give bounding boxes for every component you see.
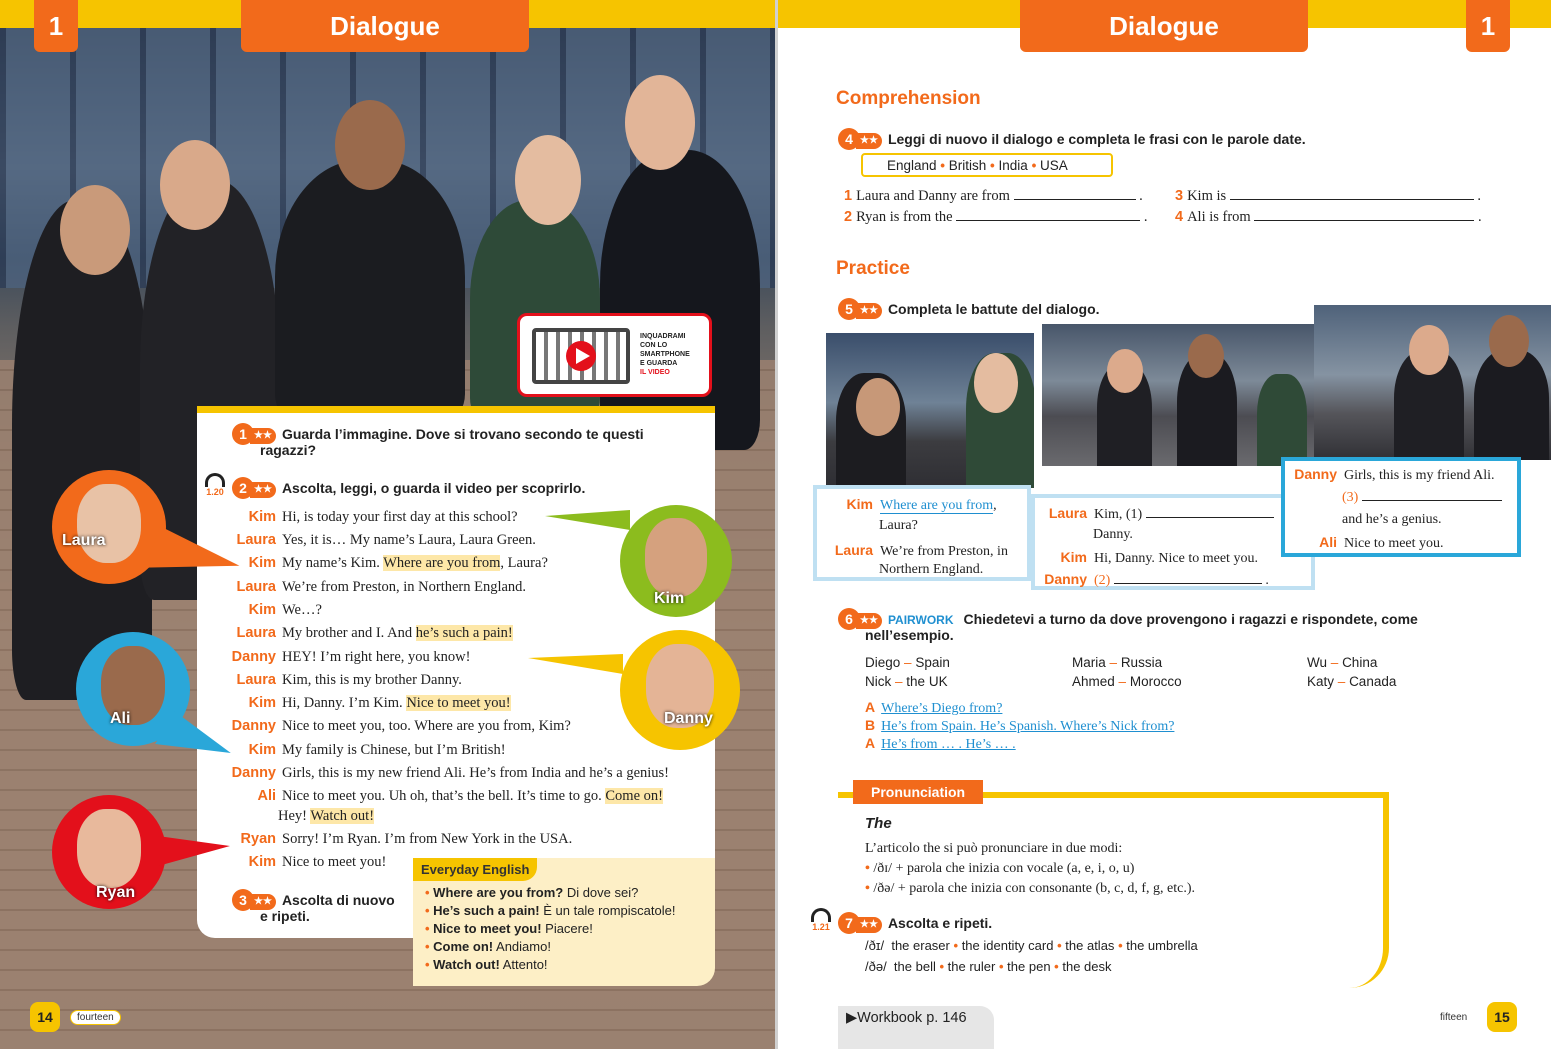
exercise-number: 5 (838, 298, 860, 320)
audio-track: 1.20 (206, 487, 224, 497)
dialogue-line: Ryan Sorry! I’m Ryan. I’m from New York in the USA. (198, 830, 572, 848)
bubble-laura-name: Laura (62, 532, 106, 549)
blank-field-1[interactable] (1146, 506, 1274, 518)
video-badge[interactable] (517, 313, 712, 397)
video-badge-line: E GUARDA (640, 360, 678, 367)
head-kim (60, 185, 130, 275)
dialogue-line: Laura Kim, this is my brother Danny. (198, 671, 462, 689)
sentence: 1 Laura and Danny are from . (844, 188, 1143, 204)
head-ali (335, 100, 405, 190)
workbook-link[interactable]: ▶Workbook p. 146 (838, 1006, 994, 1049)
exercise-number: 3 (232, 889, 254, 911)
video-play-icon (532, 328, 630, 384)
word: British (948, 157, 987, 173)
exercise-1-text-cont: ragazzi? (260, 442, 317, 458)
speaker-name: Kim (248, 695, 276, 711)
pair: Nick – the UK (865, 674, 948, 689)
word: USA (1040, 157, 1068, 173)
exercise-2-text: Ascolta, leggi, o guarda il video per scoprirlo. (281, 480, 586, 496)
practice-box-2: Laura Kim, (1) Danny. Kim Hi, Danny. Nice to meet you. Danny (2) . (1031, 494, 1315, 590)
exercise-number: 2 (232, 477, 254, 499)
dialogue-line: Laura We’re from Preston, in Northern England. (198, 578, 526, 596)
pair: Maria – Russia (1072, 655, 1163, 670)
blank-field[interactable] (956, 209, 1140, 221)
bubble-ali-name: Ali (110, 710, 131, 727)
dialogue-line: Kim My name’s Kim. Where are you from, Laura? (198, 554, 548, 572)
head-ryan (625, 75, 695, 170)
speaker-name: Laura (236, 625, 276, 641)
dialogue-line: Laura Yes, it is… My name’s Laura, Laura Green. (198, 531, 536, 549)
example-line: A Where’s Diego from? (865, 699, 1003, 716)
person-kim (12, 200, 152, 700)
person-ryan (600, 150, 760, 450)
practice-box-1: Kim Where are you from, Laura? Laura We’re from Preston, in Northern England. (813, 485, 1031, 581)
page-word: fifteen (1440, 1012, 1468, 1023)
sentence: 3 Kim is . (1175, 188, 1482, 204)
everyday-english-item: • Watch out! Attento! (425, 957, 548, 972)
everyday-english-item: • Nice to meet you! Piacere! (425, 921, 593, 936)
blank-field[interactable] (1014, 188, 1136, 200)
dialogue-line: Danny Nice to meet you, too. Where are you from, Kim? (198, 717, 571, 735)
blank-field-2[interactable] (1114, 572, 1262, 584)
highlighted-phrase: he’s such a pain! (415, 625, 513, 641)
video-badge-line: CON LO (640, 342, 668, 349)
everyday-english-item: • Come on! Andiamo! (425, 939, 551, 954)
stars-icon: ★★ (856, 613, 882, 629)
pairwork-tag: PAIRWORK (887, 613, 954, 627)
exercise-3-text: Ascolta di nuovo (281, 892, 395, 908)
everyday-english-box (413, 858, 715, 986)
dialogue-line: Kim My family is Chinese, but I’m British! (198, 741, 506, 759)
speaker-name: Laura (236, 672, 276, 688)
exercise-7-text: Ascolta e ripeti. (887, 915, 993, 931)
photo-kim-laura (826, 333, 1034, 488)
page-title: Dialogue (241, 0, 529, 52)
speaker-name: Kim (248, 854, 276, 870)
dialogue-line: Kim Hi, Danny. I’m Kim. Nice to meet you! (198, 694, 511, 712)
exercise-6-text-cont: nell’esempio. (865, 627, 954, 643)
page-number: 15 (1487, 1002, 1517, 1032)
pair: Katy – Canada (1307, 674, 1397, 689)
speaker-name: Ali (257, 788, 276, 804)
practice-box-3: Danny Girls, this is my friend Ali. (3) and he’s a genius. Ali Nice to meet you. (1281, 457, 1521, 557)
everyday-english-item: • Where are you from? Di dove sei? (425, 885, 639, 900)
pronunciation-subtitle: The (865, 815, 892, 832)
dialogue-line: Kim Hi, is today your first day at this school? (198, 508, 518, 526)
dialogue-line: Danny Girls, this is my new friend Ali. He’s from India and he’s a genius! (198, 764, 669, 782)
page-number: 14 (30, 1002, 60, 1032)
word: England (887, 157, 937, 173)
everyday-english-title: Everyday English (413, 858, 537, 881)
stars-icon: ★★ (856, 303, 882, 319)
photo-danny-ali (1314, 305, 1551, 460)
highlighted-phrase: Come on! (605, 788, 663, 804)
everyday-english-item: • He’s such a pain! È un tale rompiscatole! (425, 903, 676, 918)
exercise-6-text: Chiedetevi a turno da dove provengono i ragazzi e rispondete, come (963, 611, 1418, 627)
ipa-row: /ðɪ/ the eraser • the identity card • the atlas • the umbrella (865, 938, 1198, 953)
dialogue-line: Kim Nice to meet you! (198, 853, 386, 871)
exercise-1-text: Guarda l’immagine. Dove si trovano secondo te questi (281, 426, 644, 442)
pronunciation-title: Pronunciation (853, 780, 983, 804)
comprehension-title: Comprehension (836, 88, 981, 109)
exercise-4 (838, 128, 1306, 150)
sentence: 2 Ryan is from the . (844, 209, 1148, 225)
speaker-name: Kim (248, 742, 276, 758)
speaker-name: Danny (231, 718, 276, 734)
head-laura (515, 135, 581, 225)
video-badge-line: SMARTPHONE (640, 351, 690, 358)
blank-field[interactable] (1230, 188, 1474, 200)
exercise-3 (232, 889, 395, 911)
headphones-icon[interactable] (811, 908, 831, 932)
bubble-ryan-pointer (158, 836, 230, 866)
stars-icon: ★★ (250, 428, 276, 444)
exercise-2 (232, 477, 585, 499)
stars-icon: ★★ (250, 894, 276, 910)
pronunciation-rule: • /ðɪ/ + parola che inizia con vocale (a, e, i, o, u) (865, 861, 1135, 876)
audio-track: 1.21 (812, 922, 830, 932)
answer-example: Where are you from (880, 498, 994, 513)
bubble-kim-name: Kim (654, 590, 685, 607)
bubble-danny-name: Danny (664, 710, 713, 727)
speaker-name: Kim (248, 509, 276, 525)
headphones-icon[interactable] (205, 473, 225, 497)
pair: Diego – Spain (865, 655, 950, 670)
pronunciation-rule: • /ðə/ + parola che inizia con consonante (b, c, d, f, g, etc.). (865, 881, 1196, 896)
stars-icon: ★★ (250, 482, 276, 498)
word: India (998, 157, 1028, 173)
exercise-4-text: Leggi di nuovo il dialogo e completa le frasi con le parole date. (887, 131, 1306, 147)
exercise-3-text-cont: e ripeti. (260, 908, 310, 924)
dialogue-line: Ali Nice to meet you. Uh oh, that’s the bell. It’s time to go. Come on! (198, 787, 663, 805)
exercise-number: 7 (838, 912, 860, 934)
dialogue-line: Danny HEY! I’m right here, you know! (198, 648, 470, 666)
bubble-danny-pointer (528, 654, 623, 674)
example-line: B He’s from Spain. He’s Spanish. Where’s Nick from? (865, 717, 1175, 734)
bubble-kim-pointer (545, 510, 630, 530)
exercise-7 (838, 912, 992, 934)
highlighted-phrase: Watch out! (310, 808, 375, 824)
speaker-name: Kim (248, 555, 276, 571)
speaker-name: Laura (236, 579, 276, 595)
exercise-5 (838, 298, 1100, 320)
speaker-name: Danny (231, 649, 276, 665)
ipa-row: /ðə/ the bell • the ruler • the pen • the desk (865, 959, 1112, 974)
dialogue-line: Hey! Watch out! (278, 808, 375, 824)
word-box: England • British • India • USA (861, 153, 1113, 177)
speaker-name: Laura (236, 532, 276, 548)
bubble-ryan-name: Ryan (96, 884, 136, 901)
practice-title: Practice (836, 258, 910, 279)
unit-number: 1 (1466, 0, 1510, 52)
page-word: fourteen (70, 1010, 121, 1025)
speaker-name: Danny (231, 765, 276, 781)
page-title: Dialogue (1020, 0, 1308, 52)
dialogue-line: Laura My brother and I. And he’s such a pain! (198, 624, 513, 642)
blank-field[interactable] (1254, 209, 1474, 221)
person-ali (275, 160, 465, 420)
pair: Ahmed – Morocco (1072, 674, 1182, 689)
speaker-name: Kim (248, 602, 276, 618)
speaker-name: Ryan (240, 831, 276, 847)
stars-icon: ★★ (856, 917, 882, 933)
stars-icon: ★★ (856, 133, 882, 149)
left-page (0, 0, 775, 1049)
play-arrow-icon: ▶ (846, 1010, 858, 1026)
head-danny (160, 140, 230, 230)
exercise-5-text: Completa le battute del dialogo. (887, 301, 1100, 317)
blank-field-3[interactable] (1362, 489, 1502, 501)
highlighted-phrase: Where are you from (383, 555, 501, 571)
pronunciation-intro: L’articolo the si può pronunciare in due modi: (865, 841, 1123, 856)
video-badge-line: INQUADRAMI (640, 333, 686, 340)
exercise-number: 4 (838, 128, 860, 150)
video-badge-line: IL VIDEO (640, 369, 670, 376)
example-line: A He’s from … . He’s … . (865, 735, 1016, 752)
pair: Wu – China (1307, 655, 1378, 670)
exercise-number: 1 (232, 423, 254, 445)
photo-laura-kim-danny (1042, 324, 1314, 466)
sentence: 4 Ali is from . (1175, 209, 1482, 225)
highlighted-phrase: Nice to meet you! (406, 695, 511, 711)
bubble-danny (620, 630, 740, 750)
dialogue-line: Kim We…? (198, 601, 322, 619)
exercise-number: 6 (838, 608, 860, 630)
unit-number: 1 (34, 0, 78, 52)
